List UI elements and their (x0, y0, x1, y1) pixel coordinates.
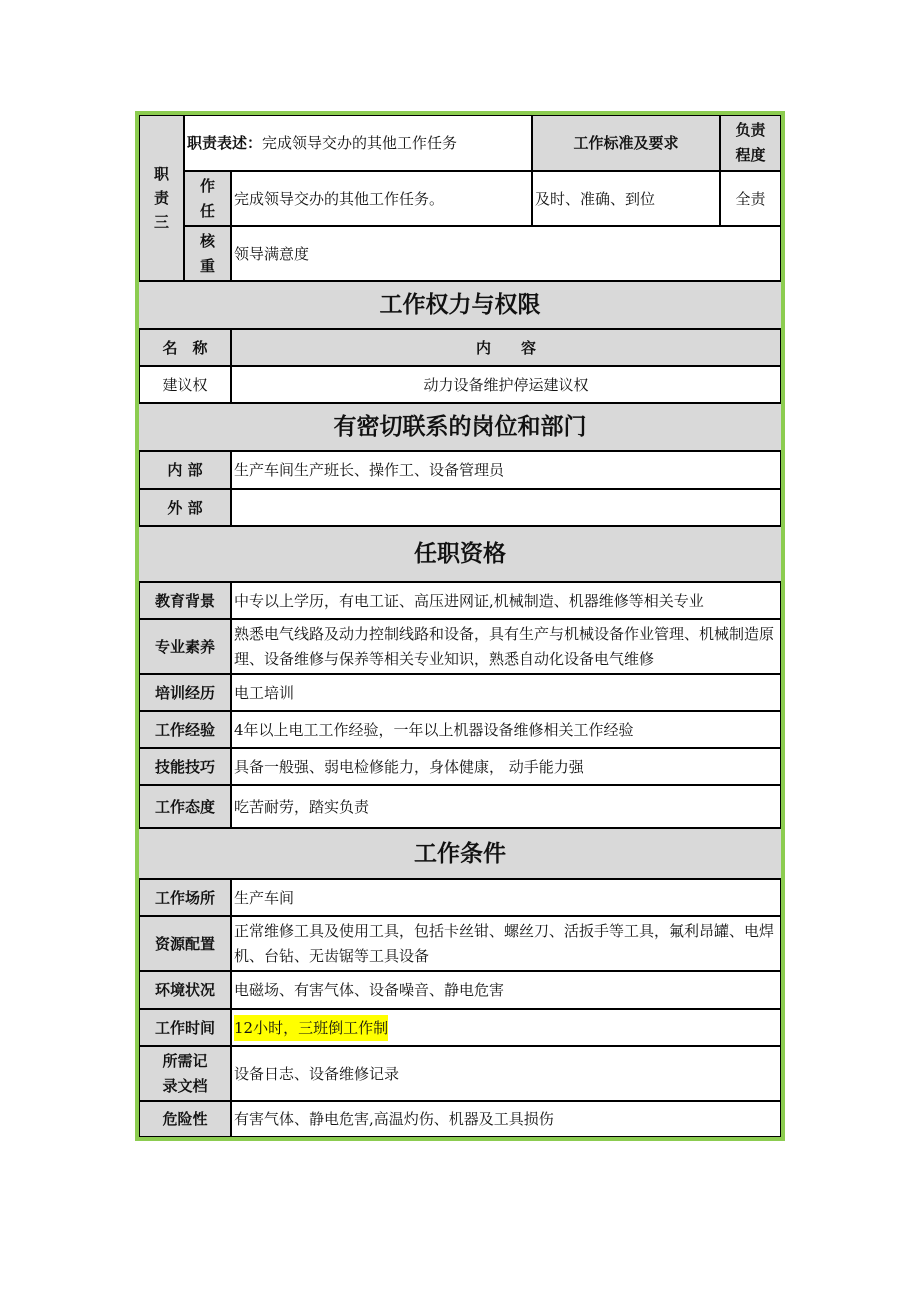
external-label: 外 部 (139, 489, 231, 526)
qual-value-attitude: 吃苦耐劳，踏实负责 (231, 785, 781, 828)
cond-label-environment: 环境状况 (139, 971, 231, 1009)
exam-text: 领导满意度 (231, 226, 781, 281)
cond-value-environment: 电磁场、有害气体、设备噪音、静电危害 (231, 971, 781, 1009)
exam-label: 核重 (184, 226, 231, 281)
duty3-side-label (139, 115, 184, 281)
relations-title: 有密切联系的岗位和部门 (139, 403, 781, 451)
authority-row-name: 建议权 (139, 366, 231, 403)
external-value (231, 489, 781, 526)
cond-value-records: 设备日志、设备维修记录 (231, 1046, 781, 1101)
cond-value-hazard: 有害气体、静电危害,高温灼伤、机器及工具损伤 (231, 1101, 781, 1137)
cond-label-hazard: 危险性 (139, 1101, 231, 1137)
qual-value-experience: 4年以上电工工作经验，一年以上机器设备维修相关工作经验 (231, 711, 781, 748)
cond-label-resources: 资源配置 (139, 916, 231, 971)
cond-label-workplace: 工作场所 (139, 879, 231, 916)
duty3-description (184, 115, 532, 171)
conditions-title: 工作条件 (139, 828, 781, 879)
qual-label-skills: 技能技巧 (139, 748, 231, 785)
duty3-side-char-1: 职 (153, 165, 169, 183)
cond-label-records: 所需记录文档 (139, 1046, 231, 1101)
qual-label-education: 教育背景 (139, 582, 231, 619)
work-hours-highlight: 12小时，三班倒工作制 (234, 1015, 388, 1041)
qual-value-training: 电工培训 (231, 674, 781, 711)
authority-row-content: 动力设备维护停运建议权 (231, 366, 781, 403)
duty3-side-char-3: 三 (153, 213, 169, 231)
cond-value-resources: 正常维修工具及使用工具，包括卡丝钳、螺丝刀、活扳手等工具，氟利昂罐、电焊机、台钻、无齿锯等工具设备 (231, 916, 781, 971)
qual-value-expertise: 熟悉电气线路及动力控制线路和设备，具有生产与机械设备作业管理、机械制造原理、设备维修与保养等相关专业知识，熟悉自动化设备电气维修 (231, 619, 781, 674)
standard-header: 工作标准及要求 (532, 115, 720, 171)
internal-value: 生产车间生产班长、操作工、设备管理员 (231, 451, 781, 489)
cond-label-hours: 工作时间 (139, 1009, 231, 1046)
qual-value-education: 中专以上学历，有电工证、高压进网证,机械制造、机器维修等相关专业 (231, 582, 781, 619)
duty3-desc-text: 完成领导交办的其他工作任务 (262, 134, 458, 152)
authority-title: 工作权力与权限 (139, 281, 781, 329)
cond-value-hours (231, 1009, 781, 1046)
qual-value-skills: 具备一般强、弱电检修能力，身体健康， 动手能力强 (231, 748, 781, 785)
authority-col-content: 内 容 (231, 329, 781, 366)
cond-value-workplace: 生产车间 (231, 879, 781, 916)
qual-label-experience: 工作经验 (139, 711, 231, 748)
authority-col-name: 名 称 (139, 329, 231, 366)
internal-label: 内 部 (139, 451, 231, 489)
qual-label-training: 培训经历 (139, 674, 231, 711)
job-description-sheet (135, 111, 785, 1141)
degree-header: 负责程度 (720, 115, 781, 171)
qual-label-attitude: 工作态度 (139, 785, 231, 828)
duty3-side-char-2: 责 (153, 189, 169, 207)
qualification-title: 任职资格 (139, 526, 781, 582)
duty3-desc-label: 职责表述： (187, 134, 263, 152)
task-degree: 全责 (720, 171, 781, 226)
task-standard: 及时、准确、到位 (532, 171, 720, 226)
task-label: 作任 (184, 171, 231, 226)
task-text: 完成领导交办的其他工作任务。 (231, 171, 532, 226)
qual-label-expertise: 专业素养 (139, 619, 231, 674)
